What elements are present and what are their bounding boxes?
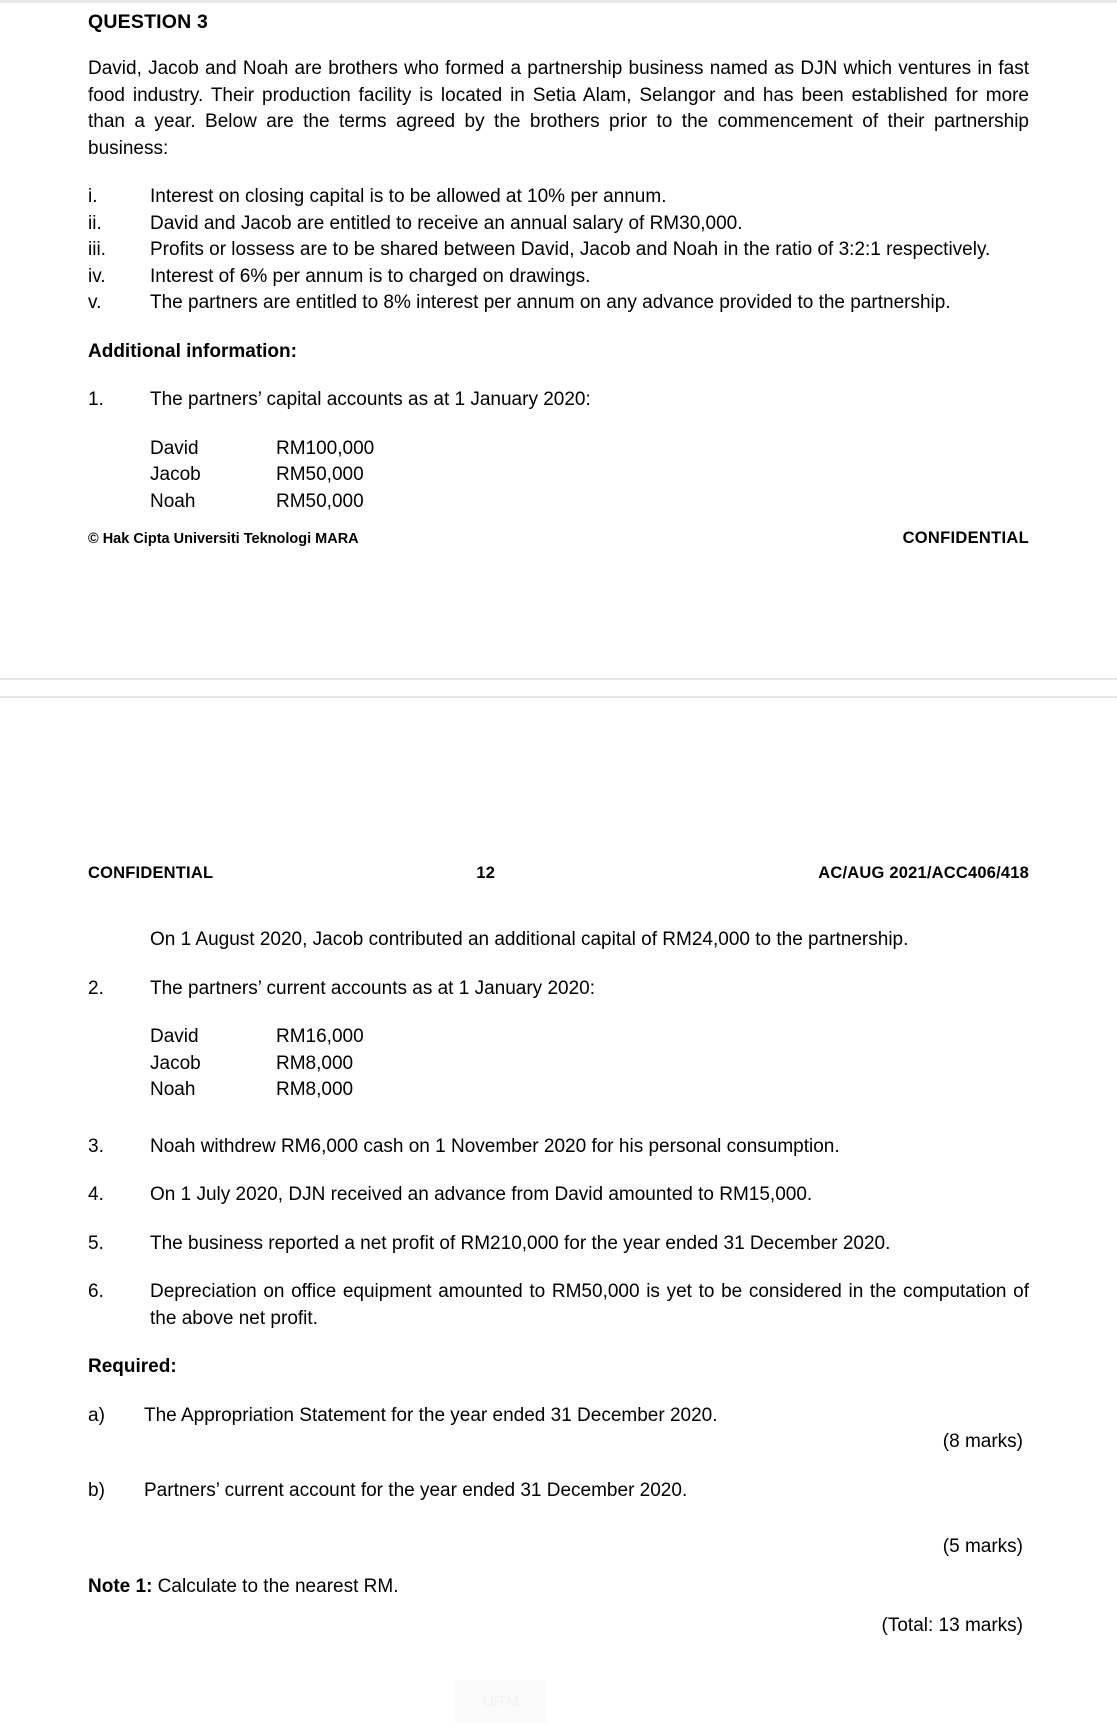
list-marker: ii. (88, 212, 102, 234)
info-item-6 (88, 1279, 1029, 1332)
list-item (88, 211, 1029, 238)
list-text: Depreciation on office equipment amounted to RM50,000 is yet to be considered in the computation of the above net profit. (150, 1281, 1029, 1329)
table-row (150, 489, 536, 516)
page-title: QUESTION 3 (88, 11, 209, 33)
note-label: Note 1: (88, 1575, 153, 1597)
list-text: Partners’ current account for the year ended 31 December 2020. (144, 1479, 688, 1501)
total-marks: (Total: 13 marks) (881, 1615, 1023, 1636)
terms-list (88, 184, 1029, 317)
partner-name: David (150, 1026, 199, 1047)
marks-a: (8 marks) (942, 1431, 1023, 1452)
confidential-label-footer: CONFIDENTIAL (902, 529, 1029, 547)
info-item-1 (88, 387, 1029, 414)
list-item (88, 237, 1029, 264)
page2-header (0, 864, 1117, 883)
list-text: The Appropriation Statement for the year ended 31 December 2020. (144, 1404, 718, 1426)
required-item-b (88, 1478, 1029, 1505)
list-marker: 2. (88, 977, 104, 999)
list-text: Noah withdrew RM6,000 cash on 1 November 2020 for his personal consumption. (150, 1135, 840, 1157)
list-text: David and Jacob are entitled to receive an annual salary of RM30,000. (150, 212, 743, 234)
list-text: Profits or lossess are to be shared between David, Jacob and Noah in the ratio of 3:2:1 respectively. (150, 239, 991, 260)
confidential-label-header: CONFIDENTIAL (88, 864, 214, 882)
list-item (88, 264, 1029, 291)
info-item-2 (88, 976, 1029, 1003)
list-marker: iv. (88, 265, 106, 287)
table-row (150, 1051, 536, 1078)
list-marker: b) (88, 1479, 105, 1501)
list-text: The partners’ current accounts as at 1 January 2020: (150, 977, 595, 999)
partner-amount: RM8,000 (276, 1079, 354, 1100)
copyright-notice: © Hak Cipta Universiti Teknologi MARA (88, 531, 359, 547)
partner-name: Jacob (150, 1052, 201, 1074)
partner-amount: RM8,000 (276, 1052, 354, 1074)
partner-name: David (150, 437, 199, 459)
list-marker: 1. (88, 389, 104, 410)
list-text: Interest of 6% per annum is to charged on drawings. (150, 265, 591, 287)
watermark: UiTM (455, 1680, 547, 1724)
note-line (88, 1574, 1029, 1601)
partner-amount: RM50,000 (276, 490, 364, 512)
document-page-2 (0, 766, 1117, 1640)
list-item (88, 184, 1029, 211)
list-text: On 1 July 2020, DJN received an advance from David amounted to RM15,000. (150, 1184, 813, 1205)
page-separator (0, 648, 1117, 766)
partner-amount: RM100,000 (276, 437, 375, 459)
partner-name: Noah (150, 490, 196, 512)
info-item-4 (88, 1182, 1029, 1209)
list-text: The partners’ capital accounts as at 1 January 2020: (150, 389, 591, 410)
partner-name: Jacob (150, 464, 201, 485)
note-text: Calculate to the nearest RM. (152, 1575, 399, 1597)
page-separator-line-bottom (0, 696, 1117, 698)
info-item-3 (88, 1134, 1029, 1161)
list-text: The business reported a net profit of RM210,000 for the year ended 31 December 2020. (150, 1232, 891, 1254)
list-text: The partners are entitled to 8% interest per annum on any advance provided to the partnership. (150, 292, 951, 313)
list-marker: v. (88, 292, 102, 313)
continuation-paragraph: On 1 August 2020, Jacob contributed an additional capital of RM24,000 to the partnership. (150, 929, 909, 950)
page-number: 12 (476, 864, 496, 882)
intro-paragraph: David, Jacob and Noah are brothers who formed a partnership business named as DJN which ventures in fast food industry. Their production facility is located in Setia Alam, Selangor and has been established for more than a year. Below are the terms agreed by the brothers prior to the commencement of their partnership business: (88, 58, 1029, 159)
page1-content (0, 3, 1117, 515)
list-item (88, 290, 1029, 317)
partner-name: Noah (150, 1079, 196, 1100)
marks-b: (5 marks) (942, 1536, 1023, 1557)
partner-amount: RM50,000 (276, 464, 364, 485)
page1-footer (0, 529, 1117, 548)
list-marker: 4. (88, 1184, 104, 1205)
table-row (150, 1024, 536, 1051)
partner-amount: RM16,000 (276, 1026, 364, 1047)
course-code: AC/AUG 2021/ACC406/418 (818, 864, 1029, 882)
page2-content (0, 927, 1117, 1640)
list-marker: 5. (88, 1232, 104, 1254)
table-row (150, 1077, 536, 1104)
table-row (150, 462, 536, 489)
list-marker: 6. (88, 1281, 104, 1302)
required-item-a (88, 1403, 1029, 1430)
list-marker: 3. (88, 1135, 104, 1157)
list-text: Interest on closing capital is to be allowed at 10% per annum. (150, 186, 667, 207)
required-heading: Required: (88, 1356, 177, 1377)
list-marker: a) (88, 1404, 105, 1426)
additional-information-heading: Additional information: (88, 340, 297, 362)
current-accounts-table (150, 1024, 536, 1104)
page-separator-line-top (0, 678, 1117, 680)
list-marker: iii. (88, 239, 106, 260)
table-row (150, 436, 536, 463)
info-item-5 (88, 1231, 1029, 1258)
document-page-1 (0, 3, 1117, 648)
list-marker: i. (88, 186, 98, 207)
capital-accounts-table (150, 436, 536, 516)
